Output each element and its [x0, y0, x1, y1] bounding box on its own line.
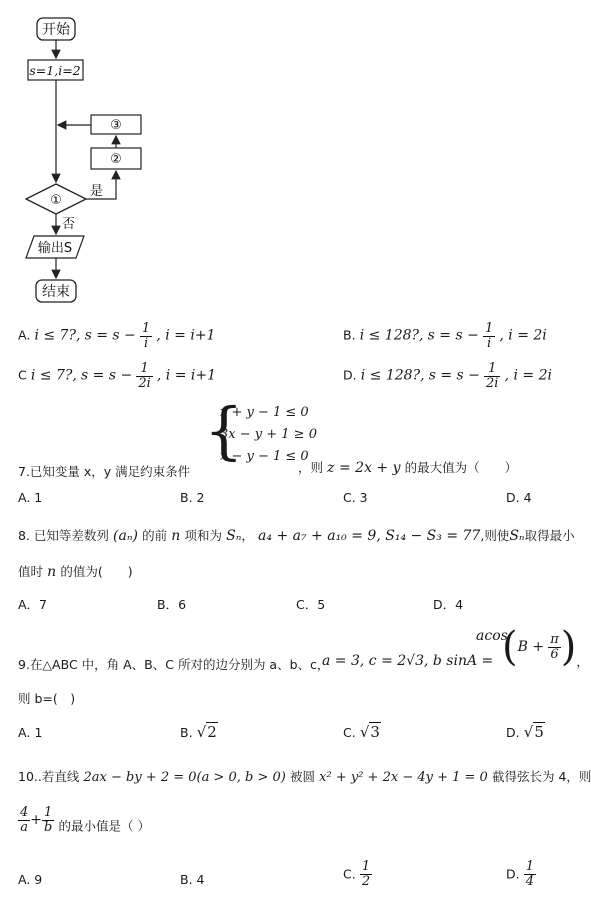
q9-question-line2: 则 b=( ) [18, 691, 76, 706]
yes-label: 是 [90, 184, 104, 199]
sqrt-symbol: √ [196, 723, 207, 741]
q8-option-c[interactable]: C．5 [296, 597, 326, 612]
q10-option-b[interactable]: B. 4 [180, 872, 205, 887]
q9-option-b[interactable]: B. √2 [180, 723, 217, 741]
q9-option-c[interactable]: C. √3 [343, 723, 380, 741]
q7-constraint-1: x + y − 1 ≤ 0 [220, 405, 309, 420]
no-label: 否 [62, 217, 76, 232]
end-label: 结束 [42, 284, 70, 300]
fraction-4-over-a: $\frac{4}{a}$ [20, 805, 29, 835]
q8-question-line2: 值时 n 的值为( ) [18, 564, 133, 580]
sqrt-symbol: √ [523, 723, 534, 741]
q10-question-line1: 10..若直线 2ax − by + 2 = 0(a > 0, b > 0) 被圆 x² + y² + 2x − 4y + 1 = 0 截得弦长为 4，则 [18, 769, 591, 785]
q9-option-a[interactable]: A. 1 [18, 725, 43, 740]
q8-option-b[interactable]: B．6 [157, 597, 187, 612]
q7-option-a[interactable]: A. 1 [18, 490, 43, 505]
q10-option-d[interactable]: D. $\frac{1}{4}$ [506, 859, 535, 889]
q9-option-d[interactable]: D. √5 [506, 723, 544, 741]
q9-question-text: 9.在△ABC 中，角 A、B、C 所对的边分别为 a、b、c， [18, 657, 330, 672]
q7-question-tail: ，则 z = 2x + y 的最大值为（ ） [298, 460, 518, 476]
init-label: s=1,i=2 [29, 63, 81, 78]
q7-question: 7.已知变量 x，y 满足约束条件 [18, 464, 191, 479]
q10-question-line2: $\frac{4}{a}$ + $\frac{1}{b}$ 的最小值是（ ） [20, 805, 150, 835]
q7-constraint-3: x − y − 1 ≤ 0 [220, 449, 309, 464]
q10-option-c[interactable]: C. $\frac{1}{2}$ [343, 859, 371, 889]
sqrt-symbol: √ [359, 723, 370, 741]
q7-constraint-2: 3x − y + 1 ≥ 0 [220, 427, 317, 442]
start-label: 开始 [42, 22, 70, 38]
q9-paren-expression: (B + $\frac{\pi}{6}$ )， [502, 624, 589, 670]
q6-option-a[interactable]: A. i ≤ 7?, s = s − $\frac{1}{i}$ , i = i+1 [18, 321, 216, 351]
output-label: 输出S [37, 241, 73, 256]
q6-option-c[interactable]: C i ≤ 7?, s = s − $\frac{1}{2i}$ , i = i+1 [18, 361, 217, 391]
q7-option-d[interactable]: D. 4 [506, 490, 532, 505]
q9-equation: a = 3, c = 2√3, b sinA = [322, 653, 494, 669]
q9-acos-expression: acos [476, 628, 508, 644]
flowchart [0, 0, 200, 310]
q6-option-b[interactable]: B. i ≤ 128?, s = s − $\frac{1}{i}$ , i = 2i [343, 321, 547, 351]
q7-option-b[interactable]: B. 2 [180, 490, 205, 505]
step3-label: ③ [110, 118, 122, 133]
q7-option-c[interactable]: C. 3 [343, 490, 368, 505]
decision-label: ① [50, 193, 62, 208]
q8-question-line1: 8. 已知等差数列 (aₙ) 的前 n 项和为 Sₙ， a₄ + a₇ + a₁₀ = 9, S₁₄ − S₃ = 77,则使Sₙ取得最小 [18, 528, 575, 544]
q7-constraint-brace: { [204, 394, 244, 467]
q8-option-d[interactable]: D．4 [433, 597, 464, 612]
fraction-1-over-b: $\frac{1}{b}$ [44, 805, 53, 835]
q6-option-d[interactable]: D. i ≤ 128?, s = s − $\frac{1}{2i}$ , i = 2i [343, 361, 552, 391]
step2-label: ② [110, 152, 122, 167]
q8-option-a[interactable]: A．7 [18, 597, 48, 612]
q10-option-a[interactable]: A. 9 [18, 872, 43, 887]
